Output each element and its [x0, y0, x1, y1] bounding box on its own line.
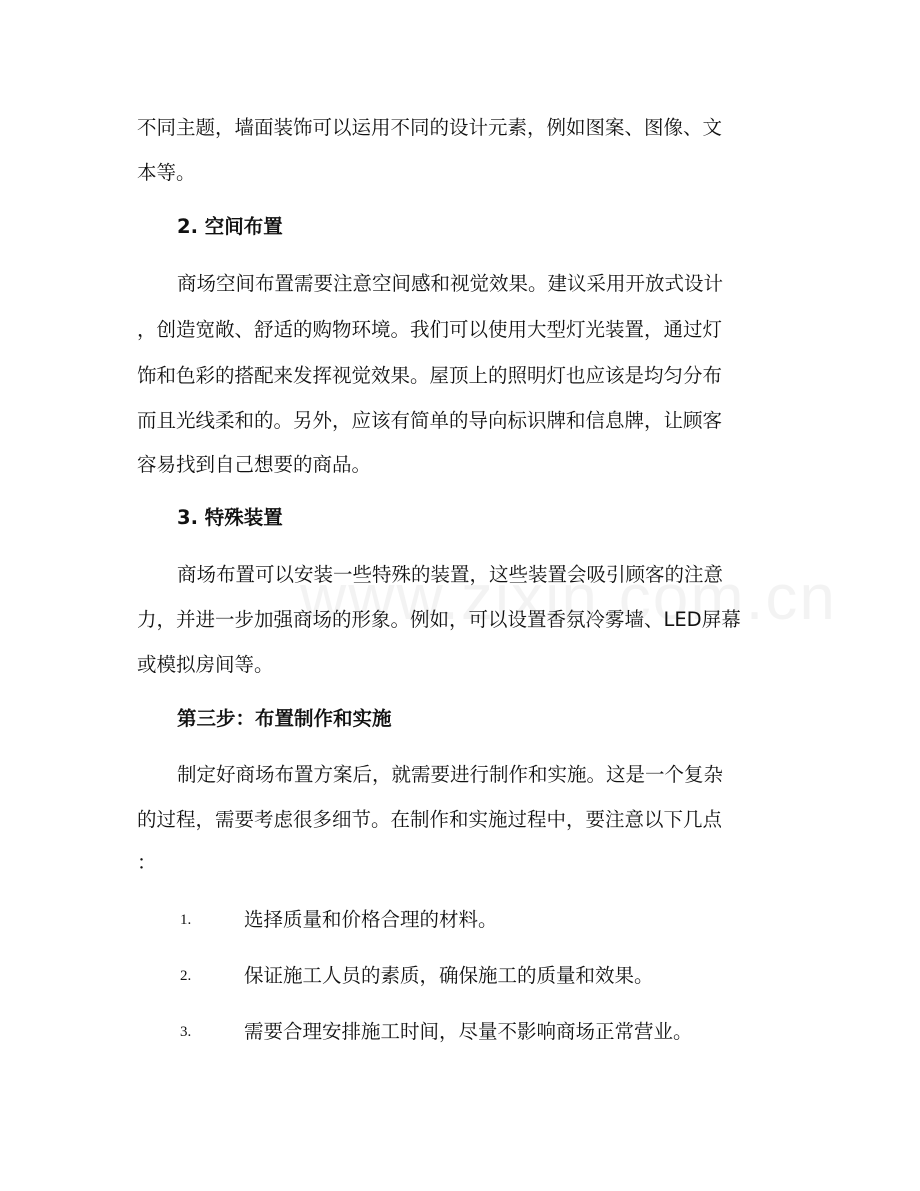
paragraph-line: 力，并进一步加强商场的形象。例如，可以设置香氛冷雾墙、LED屏幕 [137, 608, 741, 631]
paragraph-line: 或模拟房间等。 [137, 653, 274, 676]
paragraph-line: 不同主题，墙面装饰可以运用不同的设计元素，例如图案、图像、文 [137, 116, 723, 139]
list-item: 保证施工人员的素质，确保施工的质量和效果。 [244, 964, 654, 987]
section-heading: 3. 特殊装置 [177, 506, 283, 529]
paragraph-line: 容易找到自己想要的商品。 [137, 453, 372, 476]
list-item-number: 3. [180, 1024, 192, 1040]
section-heading: 2. 空间布置 [177, 215, 283, 238]
step-heading: 第三步：布置制作和实施 [177, 707, 392, 730]
list-item: 选择质量和价格合理的材料。 [244, 908, 498, 931]
paragraph-line: 本等。 [137, 161, 196, 184]
paragraph-line: 的过程，需要考虑很多细节。在制作和实施过程中，要注意以下几点 [137, 808, 723, 831]
paragraph-line: 制定好商场布置方案后，就需要进行制作和实施。这是一个复杂 [177, 763, 724, 786]
paragraph-line: ： [137, 851, 157, 874]
list-item-number: 1. [180, 912, 192, 928]
paragraph-line: 商场布置可以安装一些特殊的装置，这些装置会吸引顾客的注意 [177, 563, 724, 586]
list-item: 需要合理安排施工时间，尽量不影响商场正常营业。 [244, 1020, 693, 1043]
list-item-number: 2. [180, 968, 192, 984]
paragraph-line: ，创造宽敞、舒适的购物环境。我们可以使用大型灯光装置，通过灯 [137, 318, 723, 341]
paragraph-line: 商场空间布置需要注意空间感和视觉效果。建议采用开放式设计 [177, 272, 724, 295]
paragraph-line: 饰和色彩的搭配来发挥视觉效果。屋顶上的照明灯也应该是均匀分布 [137, 364, 723, 387]
paragraph-line: 而且光线柔和的。另外，应该有简单的导向标识牌和信息牌，让顾客 [137, 409, 723, 432]
